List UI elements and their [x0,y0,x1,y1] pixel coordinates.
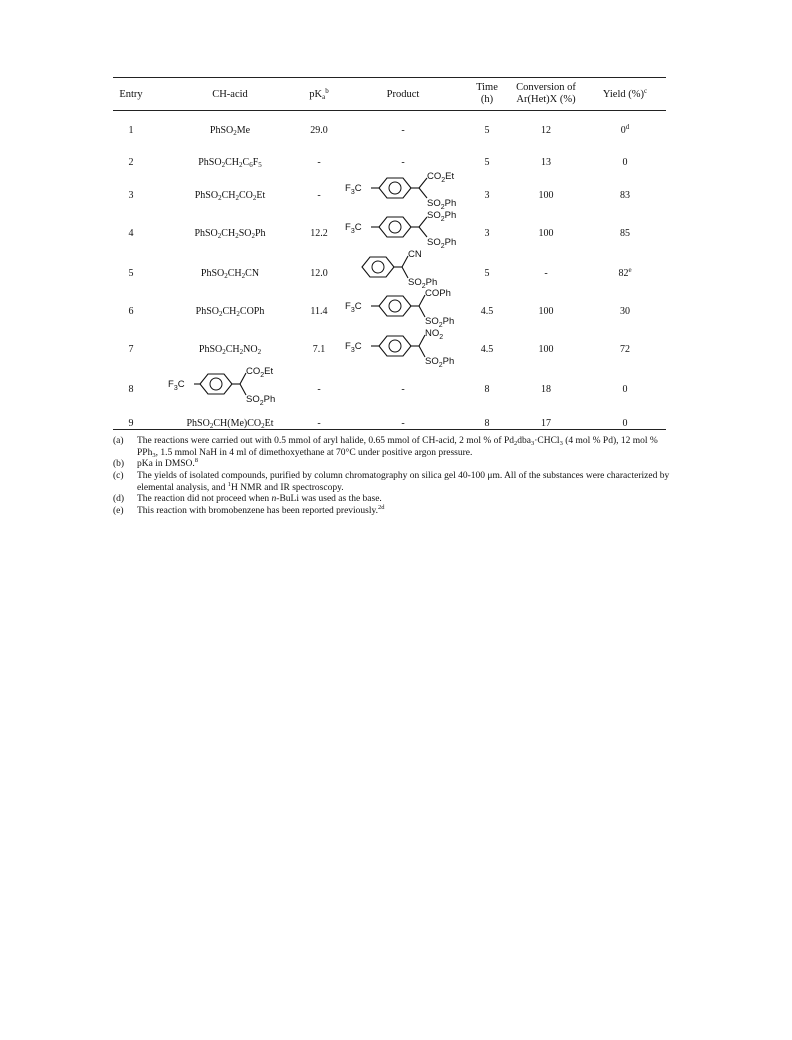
cell-entry: 3 [128,190,134,201]
cell-entry: 7 [128,344,134,355]
footnote-text: This reaction with bromobenzene has been reported previously.$^{2d}$ [137,504,385,516]
cell-ch-acid: PhSO$_2$Me [209,125,251,137]
cell-conversion: 13 [541,157,551,168]
svg-text:F3C: $F_3C$ [345,341,362,354]
svg-text:F3C: $F_3C$ [345,222,362,235]
svg-text:SO2Ph: $SO_2Ph$ [408,277,438,290]
product-structure-entry-7 [345,326,485,369]
cell-time: 3 [484,228,490,239]
cell-conversion: 18 [541,384,551,395]
cell-time: 5 [484,268,490,279]
ch-acid-structure-entry-8 [168,364,308,407]
cell-yield: 82e [618,266,632,279]
svg-text:F3C: $F_3C$ [168,379,185,392]
footnote [113,506,673,518]
cell-entry: 2 [128,157,134,168]
cell-product: - [401,418,405,429]
cell-entry: 6 [128,306,134,317]
cell-product: - [401,157,405,168]
svg-text:COPh: COPh [425,288,451,299]
footnote [113,436,673,459]
header-time: Time (h) [476,82,498,105]
svg-text:F3C: $F_3C$ [345,301,362,314]
header-conversion: Conversion of Ar(Het)X (%) [516,82,576,105]
cell-ch-acid: $PhSO_2CH_2COPh$ [195,306,265,318]
cell-ch-acid: $PhSO_2CH_2C_6F_5$ [198,157,262,169]
cell-conversion: - [544,268,548,279]
cell-conversion: 100 [538,306,554,317]
footnote [113,494,673,506]
svg-text:CN: CN [408,249,422,260]
cell-conversion: 17 [541,418,551,429]
cell-yield: 30 [620,306,630,317]
cell-time: 5 [484,157,490,168]
footnote-label: (d) [113,494,125,504]
header-entry: Entry [119,89,143,100]
table-bottom-rule [113,429,666,430]
footnote-text: pKa in DMSO.$^8$ [137,457,199,469]
cell-product: - [401,125,405,136]
cell-yield: 0 [622,157,628,168]
cell-pka: - [317,190,321,201]
cell-time: 5 [484,125,490,136]
table-header-rule [113,110,666,111]
cell-pka: 11.4 [310,306,328,317]
header-pka: $pK_a^b$ [309,87,329,101]
cell-yield: 0$^d$ [620,123,630,136]
footnote-text: The reactions were carried out with 0.5 mmol of aryl halide, 0.65 mmol of CH-acid, 2 mol % of $Pd_2dba_3\cdot CHCl_3$ (4 mol % Pd), 12 mol % PPh$_3$, 1.5 mmol NaH in 4 ml of dimethoxyethane at 70°C under positive argon pressure. [137,436,658,459]
footnote-text: The reaction did not proceed when n-BuLi was used as the base. [137,494,382,504]
svg-text:SO2Ph: $SO_2Ph$ [427,198,457,211]
svg-text:SO2Ph: $SO_2Ph$ [425,356,455,369]
cell-ch-acid: $PhSO_2CH_2CO_2Et$ [194,190,266,202]
cell-ch-acid: $PhSO_2CH_2NO_2$ [198,344,262,356]
cell-entry: 4 [128,228,134,239]
header-ch-acid: CH-acid [212,89,248,100]
cell-yield: 0 [622,418,628,429]
cell-conversion: 12 [541,125,551,136]
cell-time: 8 [484,418,490,429]
cell-yield: 83 [620,190,630,201]
footnote [113,459,673,471]
cell-pka: - [317,384,321,395]
svg-text:F3C: $F_3C$ [345,183,362,196]
cell-yield: 85 [620,228,630,239]
cell-pka: 12.2 [310,228,328,239]
cell-pka: 12.0 [310,268,328,279]
cell-pka: - [317,157,321,168]
product-structure-entry-5 [358,247,478,290]
cell-conversion: 100 [538,228,554,239]
cell-entry: 8 [128,384,134,395]
cell-conversion: 100 [538,344,554,355]
cell-entry: 1 [128,125,134,136]
cell-time: 8 [484,384,490,395]
cell-yield: 72 [620,344,630,355]
cell-yield: 0 [622,384,628,395]
svg-text:CO2Et: $CO_2Et$ [427,171,455,184]
cell-product: - [401,384,405,395]
footnote-label: (a) [113,436,124,446]
svg-text:NO2: $NO_2$ [425,328,444,341]
product-structure-entry-4 [345,207,485,250]
product-structure-entry-3 [345,168,485,211]
footnote-label: (b) [113,459,125,469]
footnote [113,471,673,494]
cell-pka: - [317,418,321,429]
cell-ch-acid: $PhSO_2CH_2SO_2Ph$ [194,228,266,240]
cell-conversion: 100 [538,190,554,201]
cell-time: 4.5 [480,344,494,355]
svg-text:SO2Ph: $SO_2Ph$ [427,237,457,250]
footnote-text: The yields of isolated compounds, purified by column chromatography on silica gel 40-100 μm. All of the substances were characterized by elemental analysis, and $^1$H NMR and IR spectroscopy. [137,471,670,493]
cell-ch-acid: $PhSO_2CH_2CN$ [200,268,260,280]
cell-entry: 5 [128,268,134,279]
cell-time: 3 [484,190,490,201]
header-product: Product [386,89,420,100]
cell-entry: 9 [128,418,134,429]
svg-text:SO2Ph: $SO_2Ph$ [425,316,455,329]
table-top-rule [113,77,666,78]
cell-pka: 29.0 [310,125,328,136]
svg-text:CO2Et: $CO_2Et$ [246,366,274,379]
cell-pka: 7.1 [312,344,326,355]
svg-text:SO2Ph: $SO_2Ph$ [427,210,457,223]
footnote-label: (e) [113,506,124,516]
cell-time: 4.5 [480,306,494,317]
header-yield: Yield (%)$^c$ [602,87,648,100]
product-structure-entry-6 [345,286,485,329]
cell-ch-acid: $PhSO_2CH(Me)CO_2Et$ [186,418,274,430]
footnote-label: (c) [113,471,124,481]
svg-text:SO2Ph: $SO_2Ph$ [246,394,276,407]
